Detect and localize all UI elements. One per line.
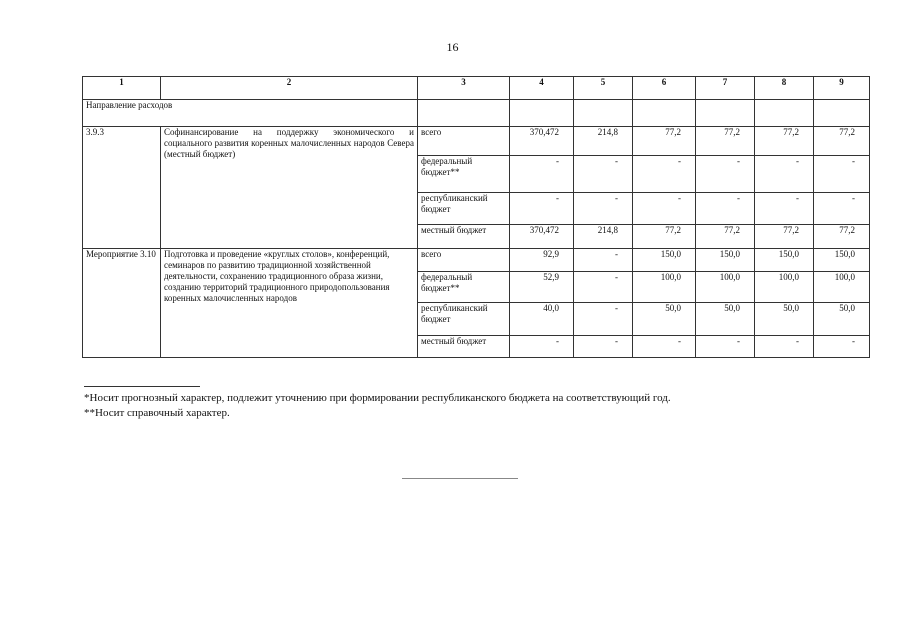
header-cell: 7 — [696, 77, 755, 100]
funding-source: всего — [418, 249, 510, 272]
value-cell: 77,2 — [633, 225, 696, 249]
empty-cell — [418, 100, 510, 127]
value-cell: - — [510, 336, 574, 358]
value-cell: 50,0 — [696, 303, 755, 336]
value-cell: - — [755, 156, 814, 193]
footnote: **Носит справочный характер. — [84, 407, 230, 419]
funding-source: местный бюджет — [418, 225, 510, 249]
value-cell: 150,0 — [814, 249, 870, 272]
value-cell: - — [814, 193, 870, 225]
budget-table — [82, 76, 870, 358]
end-divider — [402, 478, 518, 479]
value-cell: - — [510, 156, 574, 193]
empty-cell — [755, 100, 814, 127]
section-title: Направление расходов — [83, 100, 418, 127]
funding-source: республиканский бюджет — [418, 303, 510, 336]
header-cell: 2 — [161, 77, 418, 100]
section-row — [83, 100, 870, 127]
value-cell: 50,0 — [755, 303, 814, 336]
empty-cell — [814, 100, 870, 127]
value-cell: 77,2 — [696, 225, 755, 249]
value-cell: - — [814, 156, 870, 193]
value-cell: - — [633, 156, 696, 193]
value-cell: 100,0 — [696, 272, 755, 303]
footnote-divider — [84, 386, 200, 387]
page-number: 16 — [446, 40, 459, 54]
value-cell: - — [696, 336, 755, 358]
empty-cell — [696, 100, 755, 127]
table-row — [83, 127, 870, 156]
header-cell: 8 — [755, 77, 814, 100]
funding-source: федеральный бюджет** — [418, 272, 510, 303]
value-cell: - — [755, 336, 814, 358]
item-code: Мероприятие 3.10 — [83, 249, 161, 358]
footnote: *Носит прогнозный характер, подлежит уточнению при формировании республиканского бюджета на соответствующий год. — [84, 392, 671, 404]
value-cell: 100,0 — [755, 272, 814, 303]
funding-source: всего — [418, 127, 510, 156]
value-cell: - — [633, 193, 696, 225]
value-cell: 77,2 — [814, 127, 870, 156]
funding-source: республиканский бюджет — [418, 193, 510, 225]
value-cell: 77,2 — [633, 127, 696, 156]
value-cell: 77,2 — [814, 225, 870, 249]
header-cell: 3 — [418, 77, 510, 100]
table-header-row — [83, 77, 870, 100]
empty-cell — [633, 100, 696, 127]
header-cell: 1 — [83, 77, 161, 100]
value-cell: 52,9 — [510, 272, 574, 303]
value-cell: 150,0 — [755, 249, 814, 272]
value-cell: - — [574, 272, 633, 303]
value-cell: 100,0 — [633, 272, 696, 303]
funding-source: местный бюджет — [418, 336, 510, 358]
value-cell: 92,9 — [510, 249, 574, 272]
value-cell: 40,0 — [510, 303, 574, 336]
header-cell: 4 — [510, 77, 574, 100]
empty-cell — [510, 100, 574, 127]
table-row — [83, 249, 870, 272]
value-cell: 214,8 — [574, 225, 633, 249]
value-cell: 150,0 — [696, 249, 755, 272]
value-cell: - — [510, 193, 574, 225]
value-cell: 77,2 — [755, 225, 814, 249]
value-cell: 77,2 — [755, 127, 814, 156]
value-cell: - — [755, 193, 814, 225]
value-cell: 50,0 — [633, 303, 696, 336]
value-cell: 150,0 — [633, 249, 696, 272]
value-cell: 370,472 — [510, 127, 574, 156]
value-cell: - — [574, 156, 633, 193]
header-cell: 9 — [814, 77, 870, 100]
value-cell: 77,2 — [696, 127, 755, 156]
value-cell: 50,0 — [814, 303, 870, 336]
footnotes — [84, 391, 671, 421]
value-cell: - — [574, 193, 633, 225]
value-cell: - — [574, 336, 633, 358]
empty-cell — [574, 100, 633, 127]
value-cell: 370,472 — [510, 225, 574, 249]
value-cell: - — [574, 303, 633, 336]
value-cell: - — [814, 336, 870, 358]
item-code: 3.9.3 — [83, 127, 161, 249]
value-cell: - — [633, 336, 696, 358]
funding-source: федеральный бюджет** — [418, 156, 510, 193]
value-cell: 100,0 — [814, 272, 870, 303]
header-cell: 6 — [633, 77, 696, 100]
header-cell: 5 — [574, 77, 633, 100]
value-cell: 214,8 — [574, 127, 633, 156]
value-cell: - — [574, 249, 633, 272]
value-cell: - — [696, 193, 755, 225]
value-cell: - — [696, 156, 755, 193]
item-description: Софинансирование на поддержку экономического и социального развития коренных малочисленных народов Севера (местный бюджет) — [161, 127, 418, 249]
item-description: Подготовка и проведение «круглых столов», конференций, семинаров по развитию традиционной хозяйственной деятельности, сохранению традиционного образа жизни, созданию территорий традиционного природопользования коренных малочисленных народов — [161, 249, 418, 358]
